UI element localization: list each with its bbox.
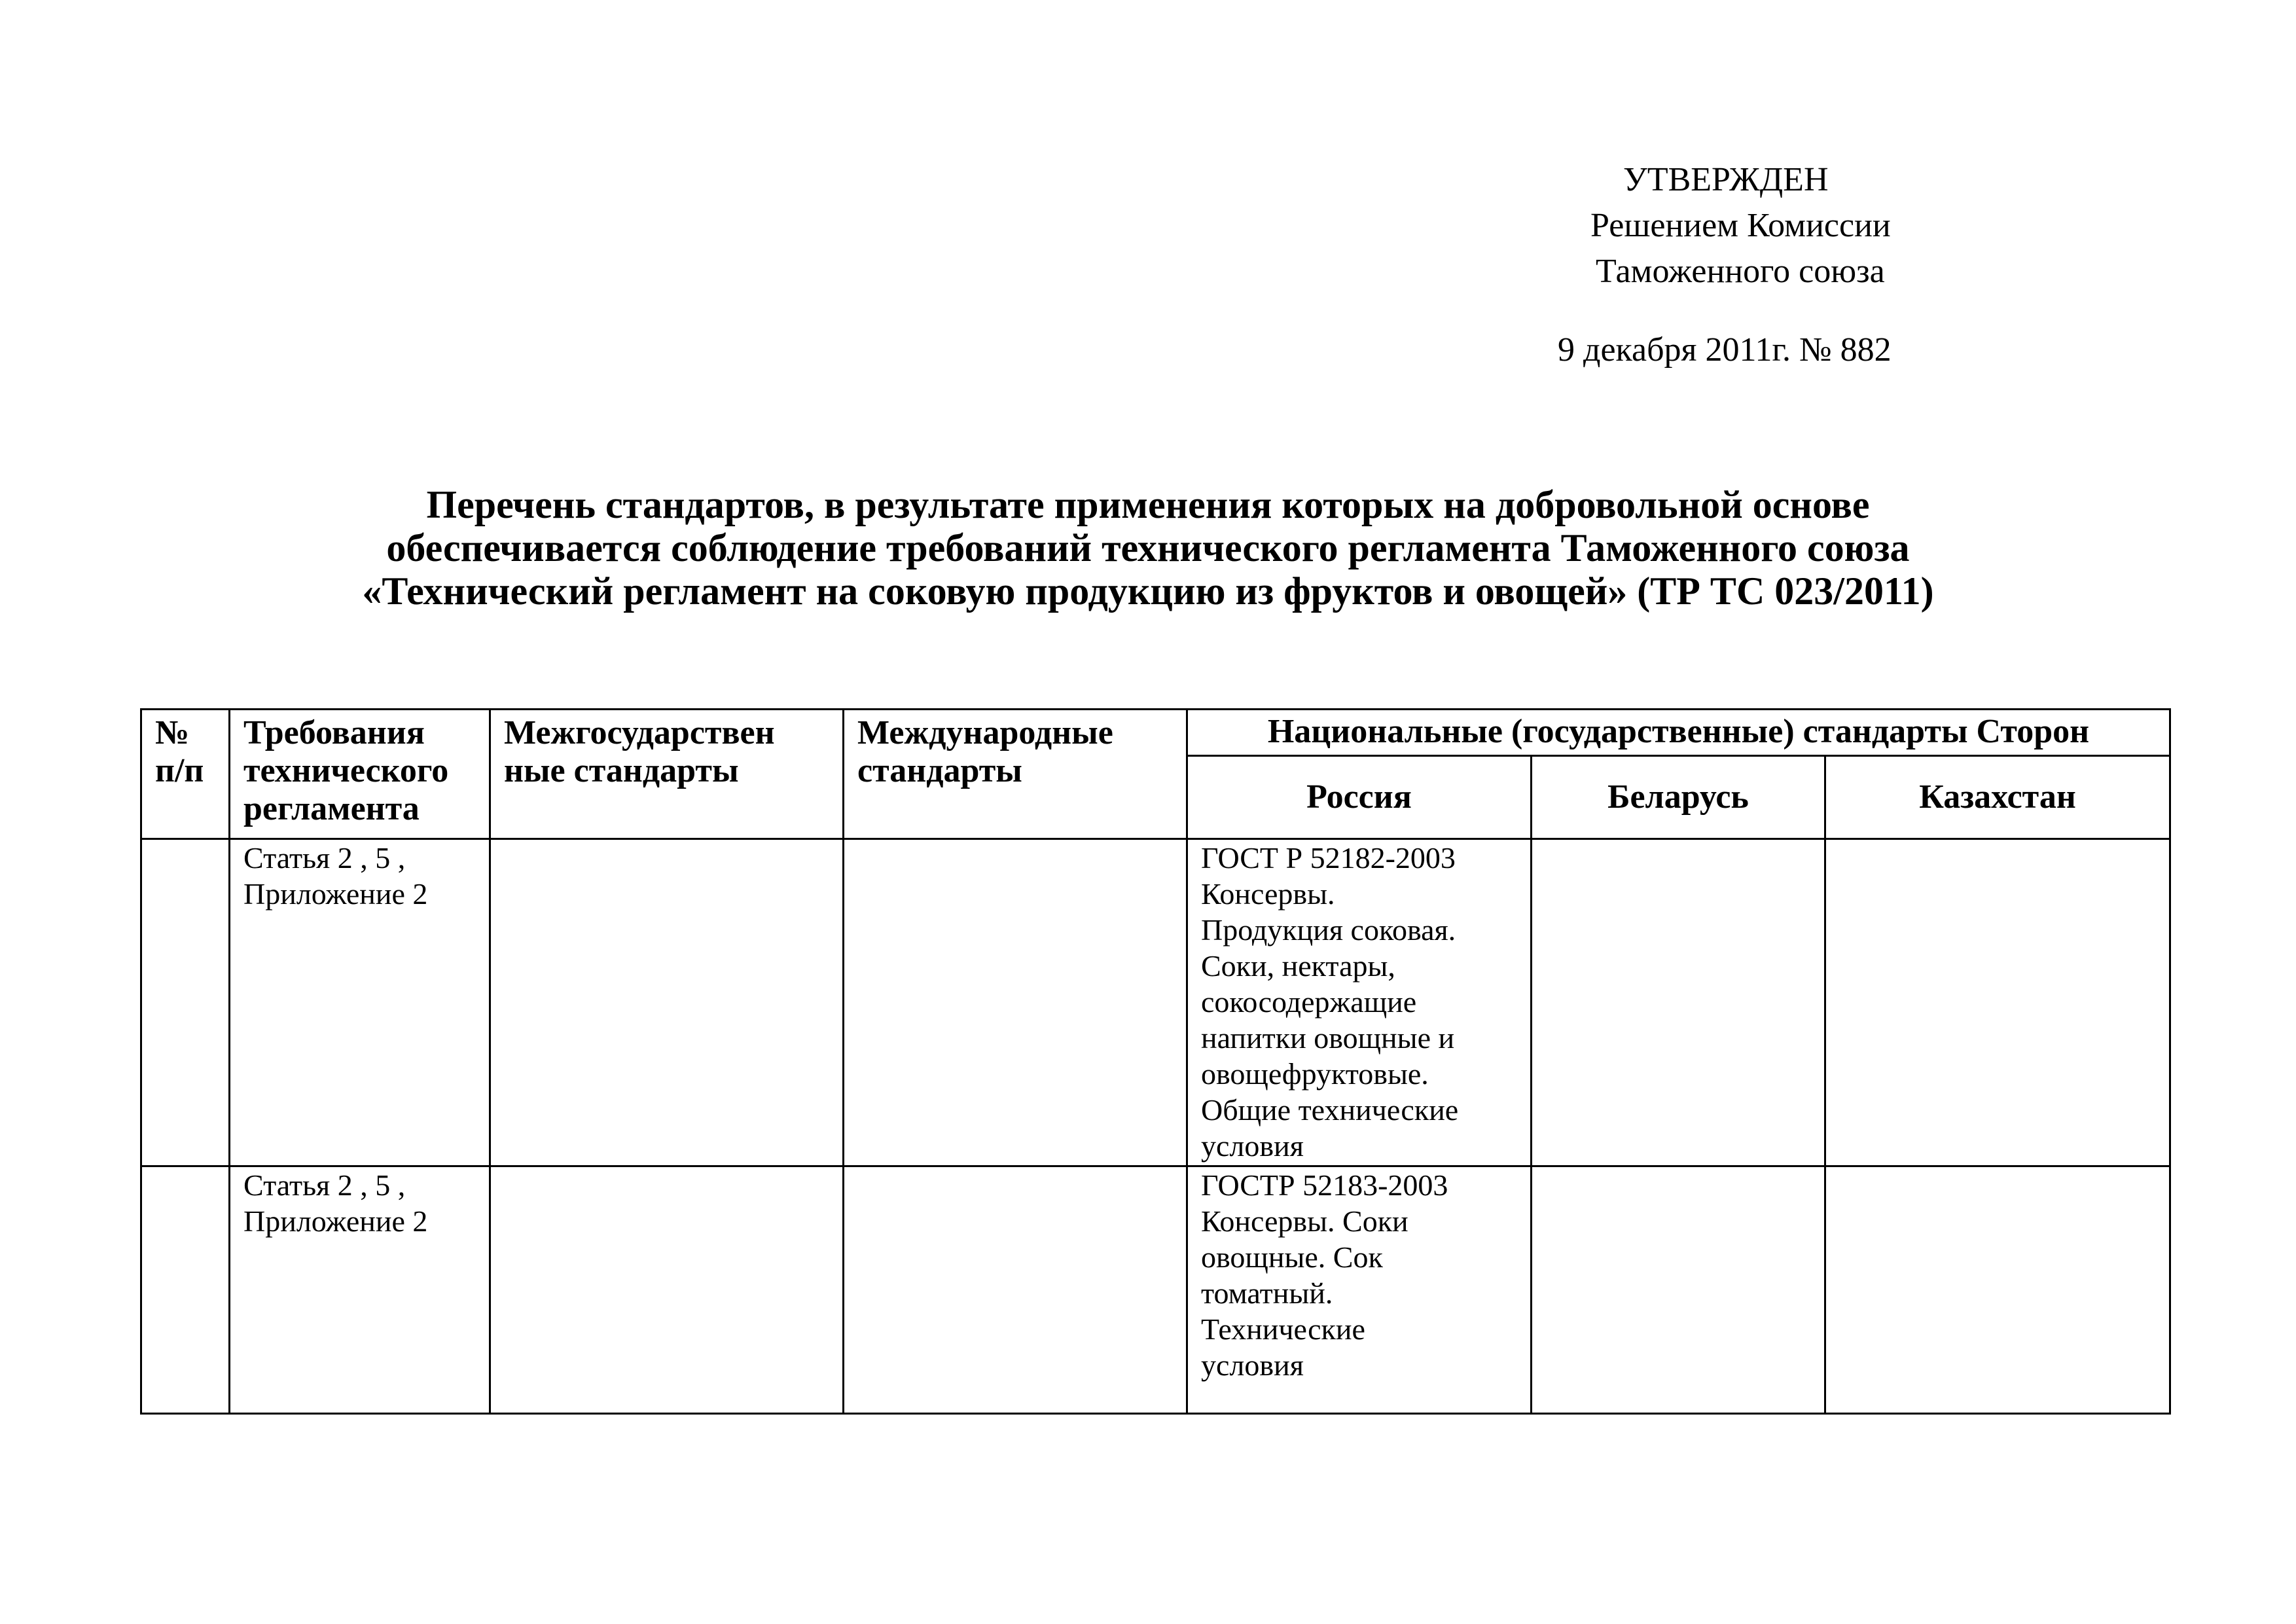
standards-table bbox=[140, 708, 2171, 1415]
header-interstate: Межгосударствен ные стандарты bbox=[490, 710, 844, 839]
cell-interstate bbox=[490, 1166, 844, 1414]
cell-requirements-text: Статья 2 , 5 , Приложение 2 bbox=[243, 1168, 428, 1238]
header-russia: Россия bbox=[1187, 756, 1532, 839]
approval-decision: Решением Комиссии bbox=[1590, 207, 1891, 244]
title-line-2: обеспечивается соблюдение требований технического регламента Таможенного союза bbox=[386, 526, 1910, 569]
header-international: Международные стандарты bbox=[844, 710, 1187, 839]
approval-approved: УТВЕРЖДЕН bbox=[1623, 161, 1829, 198]
cell-belarus bbox=[1532, 1166, 1825, 1414]
header-num: № п/п bbox=[141, 710, 230, 839]
approval-stamp bbox=[1558, 157, 2016, 373]
cell-russia-text: ГОСТ Р 52182-2003 Консервы. Продукция соковая. Соки, нектары, сокосодержащие напитки овощные и овощефруктовые. Общие технические условия bbox=[1201, 841, 1459, 1163]
cell-requirements-text: Статья 2 , 5 , Приложение 2 bbox=[243, 841, 428, 911]
cell-requirements bbox=[230, 839, 490, 1166]
table-row bbox=[141, 839, 2170, 1166]
cell-num bbox=[141, 1166, 230, 1414]
header-national: Национальные (государственные) стандарты Сторон bbox=[1187, 710, 2170, 756]
cell-russia-text: ГОСТР 52183-2003 Консервы. Соки овощные. Сок томатный. Технические условия bbox=[1201, 1168, 1448, 1382]
document-title bbox=[0, 483, 2296, 613]
cell-russia bbox=[1187, 839, 1532, 1166]
title-line-3: «Технический регламент на соковую продукцию из фруктов и овощей» (ТР ТС 023/2011) bbox=[362, 569, 1934, 613]
cell-international bbox=[844, 839, 1187, 1166]
cell-russia bbox=[1187, 1166, 1532, 1414]
approval-date-number: 9 декабря 2011г. № 882 bbox=[1558, 331, 1892, 369]
cell-belarus bbox=[1532, 839, 1825, 1166]
header-kazakhstan: Казахстан bbox=[1825, 756, 2170, 839]
title-line-1: Перечень стандартов, в результате применения которых на добровольной основе bbox=[426, 483, 1870, 526]
cell-kazakhstan bbox=[1825, 839, 2170, 1166]
cell-international bbox=[844, 1166, 1187, 1414]
header-belarus: Беларусь bbox=[1532, 756, 1825, 839]
cell-requirements bbox=[230, 1166, 490, 1414]
header-requirements: Требования технического регламента bbox=[230, 710, 490, 839]
approval-customs-union: Таможенного союза bbox=[1596, 253, 1885, 290]
table-row bbox=[141, 1166, 2170, 1414]
cell-kazakhstan bbox=[1825, 1166, 2170, 1414]
cell-interstate bbox=[490, 839, 844, 1166]
cell-num bbox=[141, 839, 230, 1166]
